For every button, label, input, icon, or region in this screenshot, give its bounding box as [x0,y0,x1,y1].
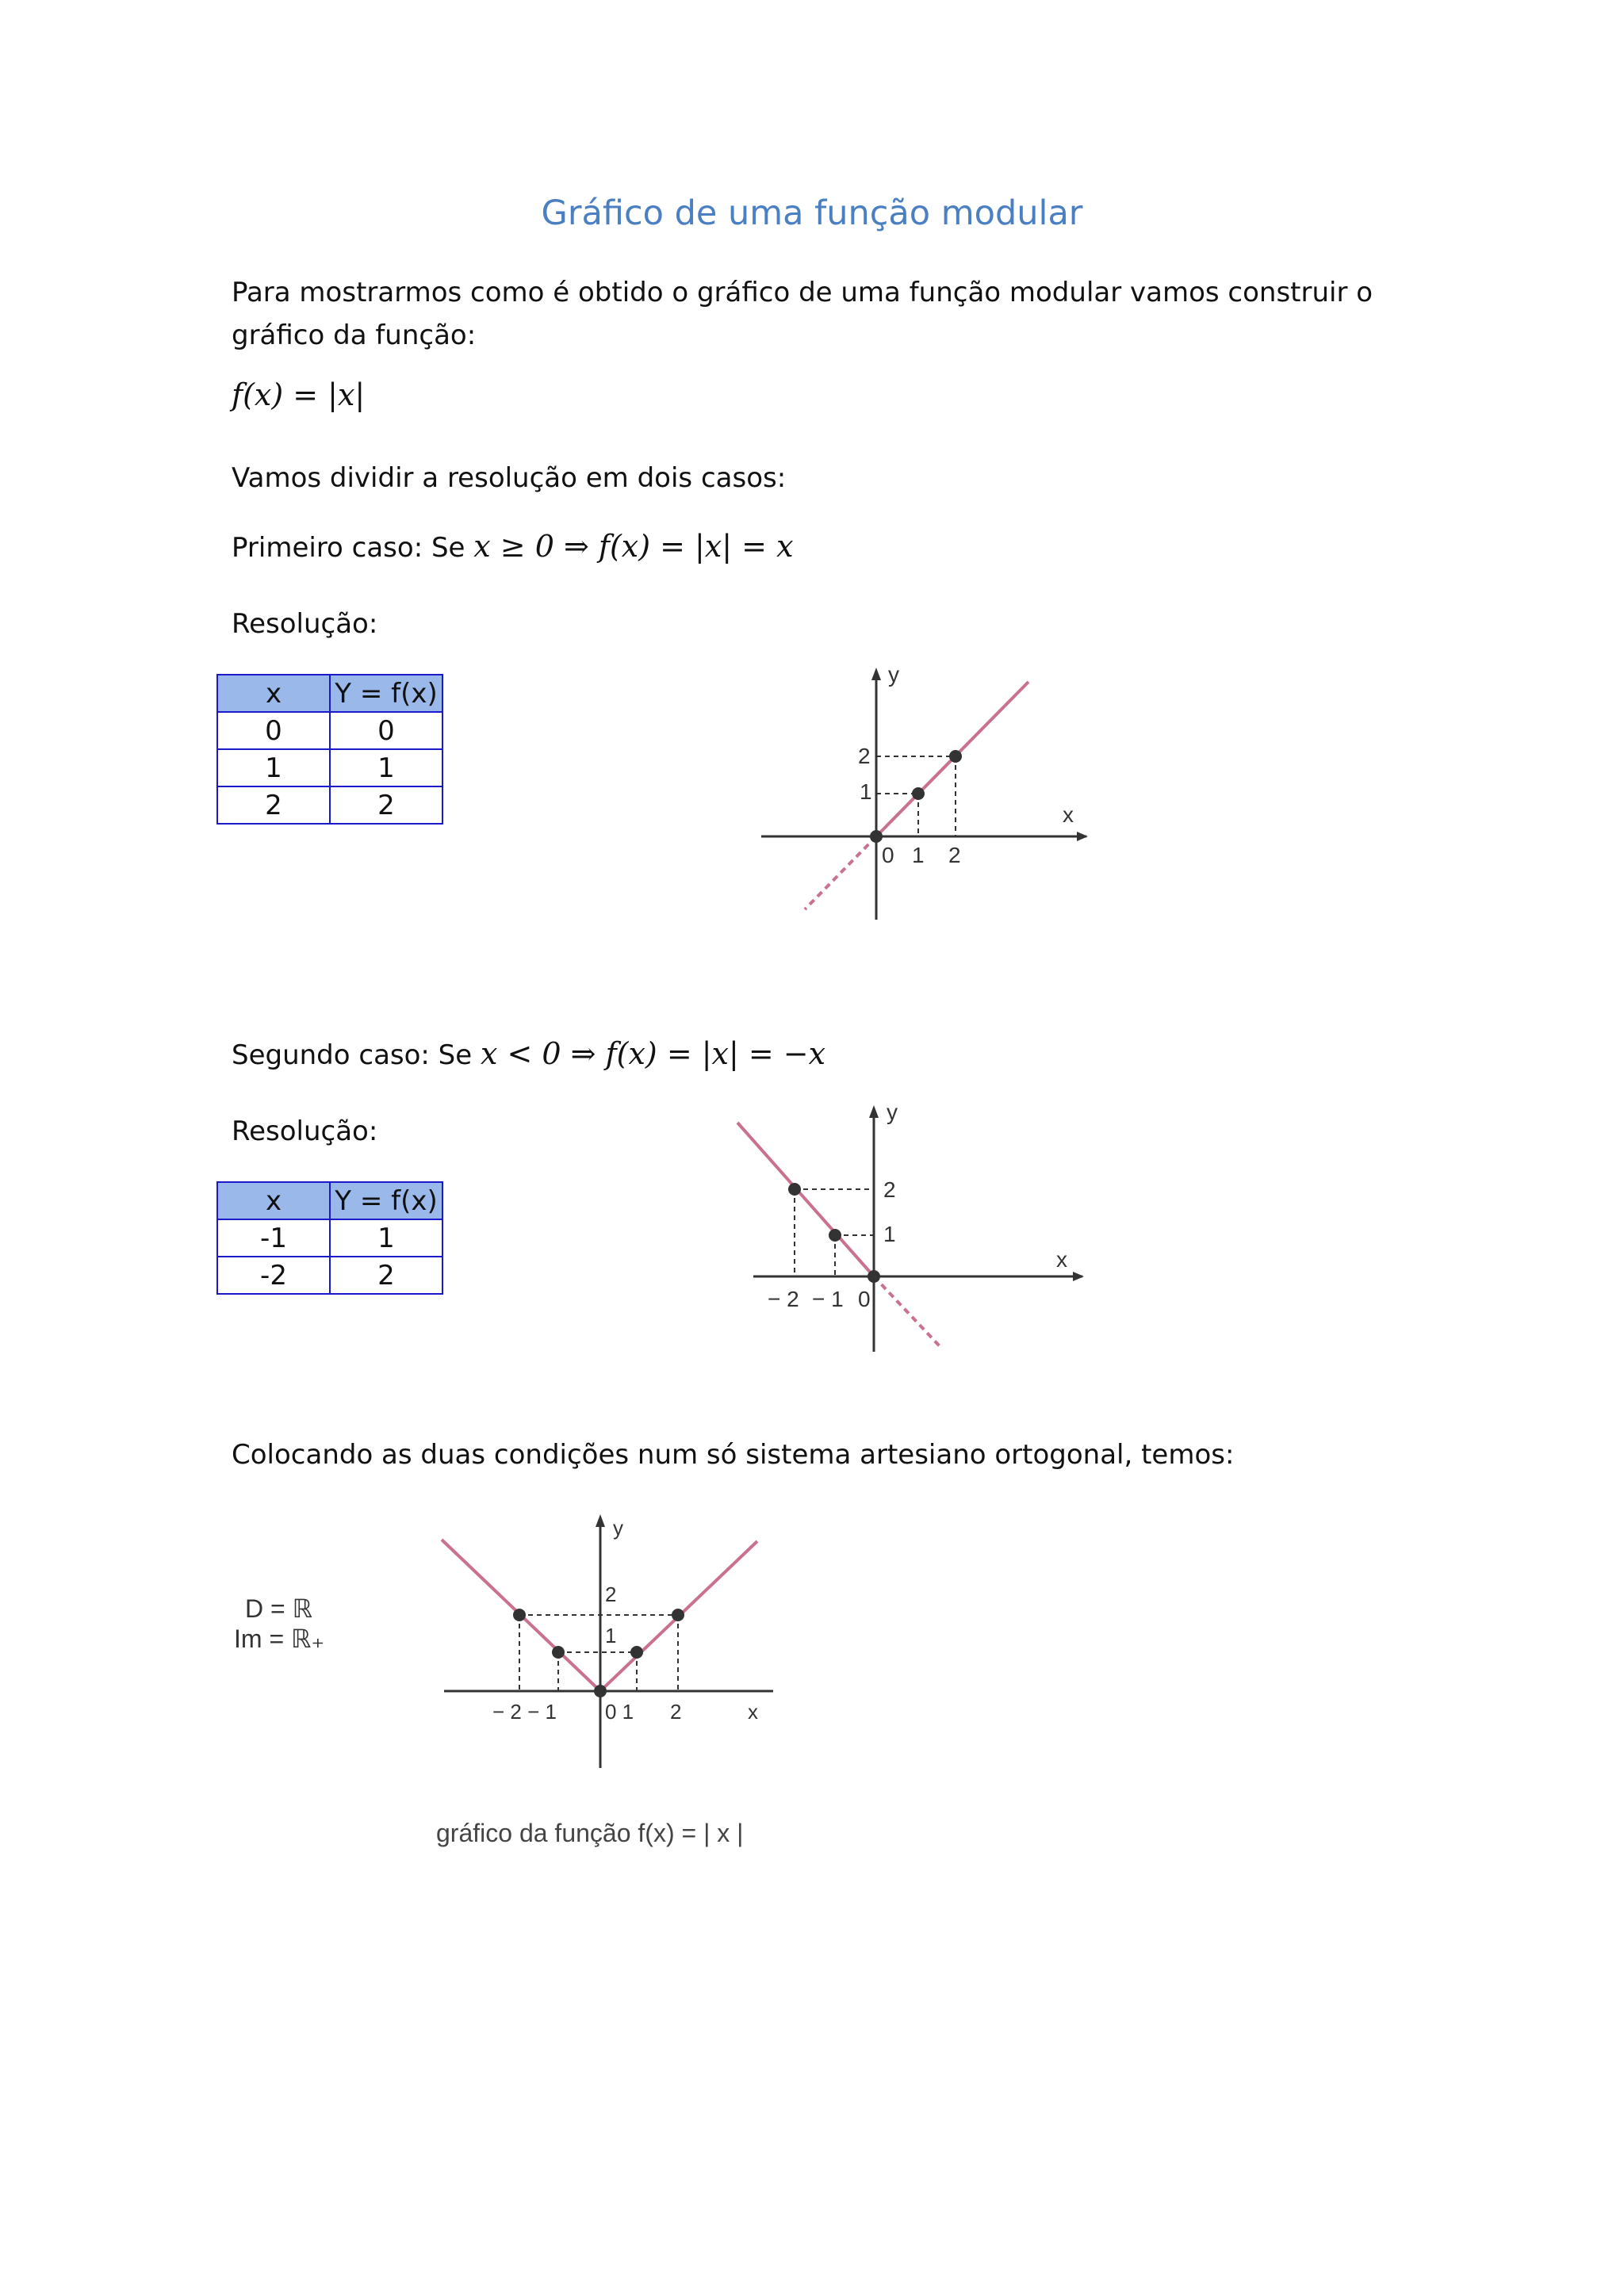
point-neg2-2 [513,1609,526,1621]
x-tick-0: 0 [858,1287,871,1311]
point-0-0 [868,1270,880,1283]
table-cell: -2 [217,1257,330,1294]
case1-value-table [216,674,443,825]
table-cell: -1 [217,1219,330,1257]
x-axis-label: x [748,1700,758,1724]
y-tick-2: 2 [883,1177,896,1202]
point-2-2 [949,750,962,763]
x-tick-1: 1 [912,843,925,867]
divide-text: Vamos dividir a resolução em dois casos: [232,462,787,494]
point-0-0 [594,1685,607,1697]
case2-resolution: Resolução: [232,1115,378,1147]
y-tick-2: 2 [858,744,871,768]
page-title: Gráfico de uma função modular [541,193,1083,233]
x-ticks-negative: − 2 − 1 [492,1700,557,1724]
y-tick-2: 2 [605,1582,617,1606]
combined-caption: gráfico da função f(x) = | x | [436,1819,744,1847]
table-cell: 1 [330,1219,442,1257]
point-1-1 [912,787,925,800]
x-tick-neg1: − 1 [812,1287,844,1311]
y-axis-label: y [888,662,899,687]
table-cell: 0 [330,712,442,749]
point-neg2-2 [788,1183,801,1196]
table-cell: 1 [330,749,442,786]
table-row [217,749,442,786]
y-axis-label: y [887,1100,898,1124]
case1-graph [745,658,1102,920]
x-tick-2: 2 [670,1700,682,1724]
x-ticks-0-1: 0 1 [605,1700,634,1724]
table-cell: 0 [217,712,330,749]
x-tick-0: 0 [882,843,894,867]
case1-line [232,525,794,569]
image-label: Im = ℝ₊ [234,1624,325,1653]
table-row [217,712,442,749]
case1-label: Primeiro caso: Se [232,532,465,564]
y-tick-1: 1 [860,779,872,804]
combined-text: Colocando as duas condições num só sistema artesiano ortogonal, temos: [232,1439,1235,1471]
point-neg1-1 [552,1646,565,1659]
x-axis-arrow [1073,1272,1084,1281]
function-line [737,1123,874,1276]
table-cell: 2 [330,786,442,824]
y-tick-1: 1 [605,1624,617,1647]
case2-graph [730,1094,1094,1356]
function-line-dashed [805,836,876,909]
case1-resolution: Resolução: [232,608,378,640]
table-row [217,1219,442,1257]
table-cell: 2 [217,786,330,824]
point-1-1 [630,1646,643,1659]
y-axis-label: y [613,1516,623,1540]
table-header-x: x [217,1182,330,1219]
point-neg1-1 [829,1229,841,1242]
table-header-y: Y = f(x) [330,1182,442,1219]
function-line-dashed [874,1276,940,1346]
intro-paragraph: Para mostrarmos como é obtido o gráfico de uma função modular vamos construir o gráfico da função: [232,277,1373,351]
case2-line [232,1032,825,1077]
table-header-row [217,1182,442,1219]
case2-label: Segundo caso: Se [232,1039,473,1071]
x-axis-label: x [1063,802,1074,827]
case2-value-table [216,1181,443,1295]
case2-formula: x < 0 ⇒ f(x) = |x| = −x [481,1036,826,1071]
table-header-x: x [217,675,330,712]
table-row [217,786,442,824]
x-axis-arrow [1077,832,1088,841]
y-axis-arrow [871,668,881,680]
table-cell: 1 [217,749,330,786]
table-cell: 2 [330,1257,442,1294]
combined-graph [432,1506,813,1776]
x-tick-neg2: − 2 [768,1287,799,1311]
table-header-row [217,675,442,712]
y-axis-arrow [869,1105,879,1118]
case1-formula: x ≥ 0 ⇒ f(x) = |x| = x [473,529,794,564]
table-header-y: Y = f(x) [330,675,442,712]
y-axis-arrow [596,1514,605,1527]
domain-label: D = ℝ [245,1594,312,1623]
point-0-0 [870,830,883,843]
y-tick-1: 1 [883,1222,896,1246]
x-axis-label: x [1056,1247,1067,1272]
domain-image-block [234,1594,324,1654]
point-2-2 [672,1609,684,1621]
main-formula: f(x) = |x| [232,377,366,412]
table-row [217,1257,442,1294]
x-tick-2: 2 [948,843,961,867]
